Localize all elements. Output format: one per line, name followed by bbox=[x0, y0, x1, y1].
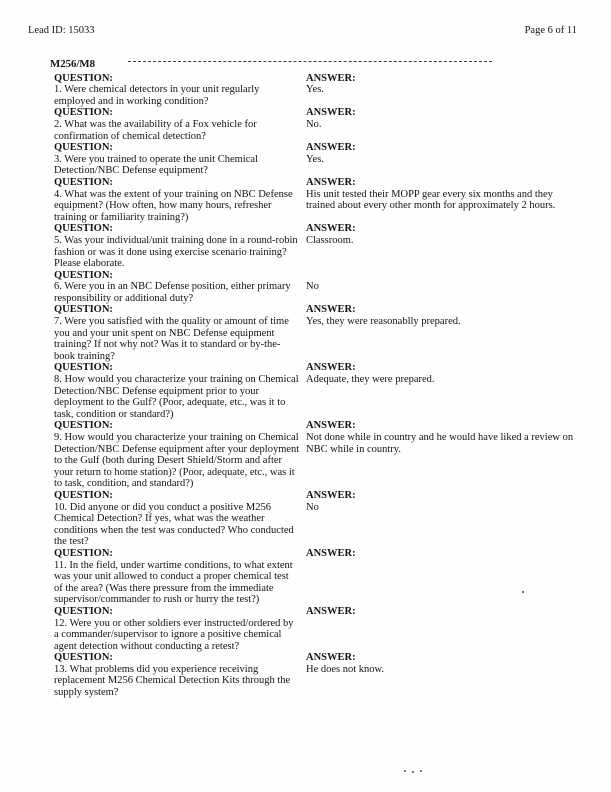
separator-line bbox=[128, 61, 492, 62]
question-label: QUESTION: bbox=[54, 362, 113, 374]
answer-label: ANSWER: bbox=[306, 652, 356, 664]
qa-label-row bbox=[50, 73, 585, 85]
question-text: 4. What was the extent of your training on NBC Defense equipment? (How often, how many hours, refresher training or familiarity training?) bbox=[54, 188, 293, 223]
answer-label: ANSWER: bbox=[306, 176, 356, 188]
section-title: M256/M8 bbox=[50, 58, 95, 70]
qa-label-row bbox=[50, 652, 585, 664]
question-text: 5. Was your individual/unit training done in a round-robin fashion or was it done using exercise scenario training? Please elaborate. bbox=[54, 234, 298, 270]
question-label: QUESTION: bbox=[54, 107, 113, 119]
scan-artifact bbox=[522, 591, 524, 593]
qa-text-row bbox=[50, 189, 585, 224]
scan-artifact bbox=[412, 771, 414, 773]
page-number: Page 6 of 11 bbox=[524, 25, 577, 36]
question-label: QUESTION: bbox=[54, 605, 113, 617]
qa-block bbox=[50, 606, 585, 652]
qa-block bbox=[50, 362, 585, 420]
qa-block bbox=[50, 304, 585, 362]
answer-text: Adequate, they were prepared. bbox=[306, 374, 435, 386]
scan-artifact bbox=[420, 770, 422, 772]
question-label: QUESTION: bbox=[54, 269, 113, 281]
question-text: 7. Were you satisfied with the quality or amount of time you and your unit spent on NBC Defense equipment training? If not why not? Was it to standard or by-the-book training? bbox=[54, 316, 289, 362]
qa-text-row bbox=[50, 560, 585, 606]
question-label: QUESTION: bbox=[54, 304, 113, 316]
question-text: 6. Were you in an NBC Defense position, either primary responsibility or additional duty? bbox=[54, 281, 291, 304]
qa-block bbox=[50, 223, 585, 269]
qa-block bbox=[50, 73, 585, 108]
qa-text-row bbox=[50, 664, 585, 699]
answer-text: Yes, they were reasonablly prepared. bbox=[306, 316, 461, 328]
qa-block bbox=[50, 490, 585, 548]
qa-text-row bbox=[50, 316, 585, 362]
question-text: 9. How would you characterize your training on Chemical Detection/NBC Defense equipment after your deployment to the Gulf (both during Desert Shield/Storm and after your return to home station)? (Poor, adequate, etc., was it to task, condition, and standard?) bbox=[54, 432, 300, 490]
answer-label: ANSWER: bbox=[306, 142, 356, 154]
question-text: 10. Did anyone or did you conduct a positive M256 Chemical Detection? If yes, what was the weather conditions when the test was conducted? Who conducted the test? bbox=[54, 501, 294, 548]
qa-label-row bbox=[50, 107, 585, 119]
qa-block bbox=[50, 270, 585, 305]
question-text: 1. Were chemical detectors in your unit regularly employed and in working condition? bbox=[54, 84, 260, 107]
answer-label: ANSWER: bbox=[306, 304, 356, 316]
qa-text-row bbox=[50, 281, 585, 304]
qa-label-row bbox=[50, 490, 585, 502]
question-text: 12. Were you or other soldiers ever instructed/ordered by a commander/supervisor to ignore a positive chemical agent detection without conducting a retest? bbox=[54, 617, 294, 652]
qa-label-row bbox=[50, 177, 585, 189]
question-label: QUESTION: bbox=[54, 652, 113, 664]
question-label: QUESTION: bbox=[54, 489, 113, 501]
answer-label: ANSWER: bbox=[306, 547, 356, 559]
answer-text: Classroom. bbox=[306, 234, 354, 246]
qa-label-row bbox=[50, 304, 585, 316]
qa-label-row bbox=[50, 606, 585, 618]
answer-label: ANSWER: bbox=[306, 605, 356, 617]
answer-label: ANSWER: bbox=[306, 362, 356, 374]
qa-text-row bbox=[50, 235, 585, 270]
qa-text-row bbox=[50, 618, 585, 653]
question-label: QUESTION: bbox=[54, 142, 113, 154]
qa-block bbox=[50, 177, 585, 223]
question-label: QUESTION: bbox=[54, 176, 113, 188]
qa-text-row bbox=[50, 432, 585, 490]
qa-block bbox=[50, 420, 585, 490]
qa-text-row bbox=[50, 502, 585, 548]
question-text: 8. How would you characterize your training on Chemical Detection/NBC Defense equipment prior to your deployment to the Gulf? (Poor, adequate, etc., was it to task, condition or standard?) bbox=[54, 374, 299, 420]
qa-label-row bbox=[50, 362, 585, 374]
answer-label: ANSWER: bbox=[306, 489, 356, 501]
answer-label: ANSWER: bbox=[306, 107, 356, 119]
qa-block bbox=[50, 142, 585, 177]
qa-text-row bbox=[50, 154, 585, 177]
qa-label-row bbox=[50, 548, 585, 560]
answer-text: No bbox=[306, 281, 319, 293]
qa-text-row bbox=[50, 84, 585, 107]
answer-label: ANSWER: bbox=[306, 223, 356, 235]
qa-block bbox=[50, 107, 585, 142]
scan-artifact bbox=[404, 770, 406, 772]
answer-text: No. bbox=[306, 118, 322, 130]
qa-block bbox=[50, 548, 585, 606]
qa-label-row bbox=[50, 270, 585, 282]
question-text: 11. In the field, under wartime conditions, to what extent was your unit allowed to conduct a proper chemical test of the area? (Was there pressure from the immediate supervisor/commander to rush or hurry the test?) bbox=[54, 559, 293, 606]
qa-label-row bbox=[50, 223, 585, 235]
qa-text-row bbox=[50, 119, 585, 142]
answer-text: His unit tested their MOPP gear every six months and they trained about every other month for approximately 2 hours. bbox=[306, 188, 556, 212]
answer-label: ANSWER: bbox=[306, 72, 356, 84]
qa-block bbox=[50, 652, 585, 698]
page-header bbox=[0, 0, 611, 37]
question-label: QUESTION: bbox=[54, 420, 113, 432]
qa-list bbox=[50, 73, 585, 699]
question-label: QUESTION: bbox=[54, 72, 113, 84]
answer-text: Yes. bbox=[306, 153, 324, 165]
question-label: QUESTION: bbox=[54, 223, 113, 235]
answer-text: Not done while in country and he would have liked a review on NBC while in country. bbox=[306, 432, 574, 455]
document-body bbox=[50, 59, 585, 699]
lead-id: Lead ID: 15033 bbox=[28, 25, 95, 36]
answer-label: ANSWER: bbox=[306, 420, 356, 432]
question-text: 2. What was the availability of a Fox vehicle for confirmation of chemical detection? bbox=[54, 118, 257, 142]
question-text: 13. What problems did you experience receiving replacement M256 Chemical Detection Kits through the supply system? bbox=[54, 663, 291, 699]
qa-text-row bbox=[50, 374, 585, 420]
qa-label-row bbox=[50, 420, 585, 432]
answer-text: No bbox=[306, 501, 319, 513]
question-label: QUESTION: bbox=[54, 547, 113, 559]
answer-text: Yes. bbox=[306, 84, 324, 96]
qa-label-row bbox=[50, 142, 585, 154]
question-text: 3. Were you trained to operate the unit Chemical Detection/NBC Defense equipment? bbox=[54, 153, 258, 177]
answer-text: He does not know. bbox=[306, 663, 385, 675]
